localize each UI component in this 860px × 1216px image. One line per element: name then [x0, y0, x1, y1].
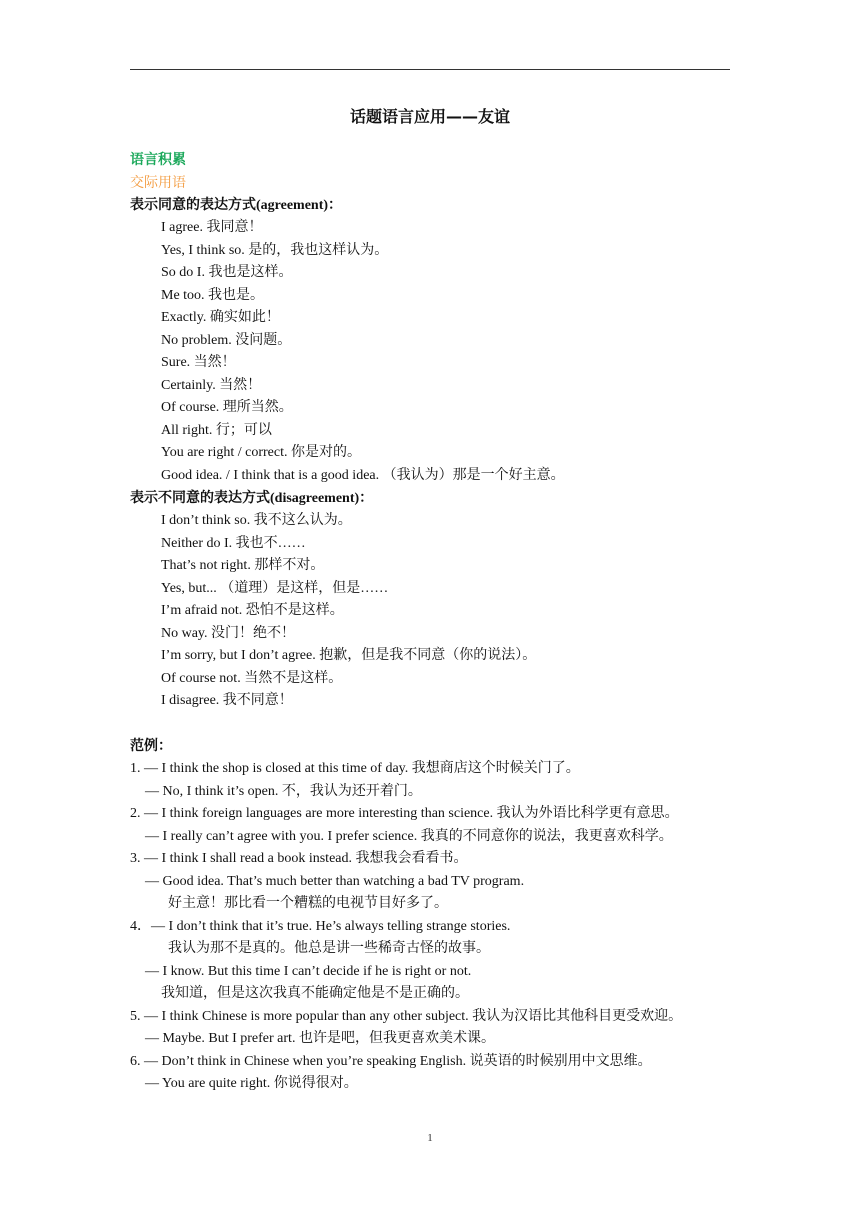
- example-line: 2. — I think foreign languages are more interesting than science. 我认为外语比科学更有意思。: [130, 806, 679, 821]
- example-line: — I know. But this time I can’t decide if he is right or not.: [145, 964, 472, 979]
- page-title: 话题语言应用——友谊: [349, 107, 510, 126]
- agree-item: Exactly. 确实如此！: [161, 310, 280, 325]
- example-line: 1. — I think the shop is closed at this time of day. 我想商店这个时候关门了。: [130, 761, 580, 776]
- disagree-item: I’m afraid not. 恐怕不是这样。: [161, 603, 344, 618]
- agree-item: I agree. 我同意！: [161, 220, 263, 235]
- example-line: — I really can’t agree with you. I prefer science. 我真的不同意你的说法，我更喜欢科学。: [145, 829, 673, 844]
- page-number: 1: [427, 1132, 433, 1144]
- disagree-item: No way. 没门！绝不！: [161, 626, 296, 641]
- disagree-item: That’s not right. 那样不对。: [161, 558, 325, 573]
- example-line: 3. — I think I shall read a book instead. 我想我会看看书。: [130, 851, 468, 866]
- agree-item: Me too. 我也是。: [161, 288, 265, 303]
- agree-item: No problem. 没问题。: [161, 333, 292, 348]
- examples-heading: 范例：: [130, 739, 172, 754]
- agree-item: Certainly. 当然！: [161, 378, 262, 393]
- example-line: — No, I think it’s open. 不，我认为还开着门。: [145, 784, 422, 799]
- agree-item: All right. 行；可以: [161, 423, 272, 438]
- disagree-item: I’m sorry, but I don’t agree. 抱歉，但是我不同意（你的说法）。: [161, 648, 537, 663]
- agree-item: Good idea. / I think that is a good idea. （我认为）那是一个好主意。: [161, 468, 565, 483]
- example-line: — Good idea. That’s much better than watching a bad TV program.: [145, 874, 525, 889]
- agree-item: You are right / correct. 你是对的。: [161, 445, 361, 460]
- example-line: — You are quite right. 你说得很对。: [145, 1076, 358, 1091]
- agree-item: So do I. 我也是这样。: [161, 265, 293, 280]
- agree-item: Of course. 理所当然。: [161, 400, 293, 415]
- agree-heading: 表示同意的表达方式(agreement)：: [130, 198, 343, 213]
- disagree-item: Of course not. 当然不是这样。: [161, 671, 343, 686]
- disagree-item: I disagree. 我不同意！: [161, 693, 293, 708]
- section-heading-communication: 交际用语: [130, 175, 186, 191]
- disagree-heading: 表示不同意的表达方式(disagreement)：: [130, 491, 374, 506]
- example-line: 6. — Don’t think in Chinese when you’re speaking English. 说英语的时候别用中文思维。: [130, 1054, 652, 1069]
- example-line: 4．— I don’t think that it’s true. He’s always telling strange stories.: [130, 919, 511, 934]
- example-line: 好主意！那比看一个糟糕的电视节目好多了。: [168, 896, 448, 911]
- example-line: 5. — I think Chinese is more popular than any other subject. 我认为汉语比其他科目更受欢迎。: [130, 1009, 683, 1024]
- header-rule: [130, 69, 730, 70]
- section-heading-language: 语言积累: [130, 152, 186, 168]
- example-line: — Maybe. But I prefer art. 也许是吧，但我更喜欢美术课。: [145, 1031, 495, 1046]
- agree-item: Yes, I think so. 是的，我也这样认为。: [161, 243, 389, 258]
- example-line: 我认为那不是真的。他总是讲一些稀奇古怪的故事。: [168, 941, 490, 956]
- disagree-item: I don’t think so. 我不这么认为。: [161, 513, 352, 528]
- disagree-item: Neither do I. 我也不……: [161, 536, 306, 551]
- agree-item: Sure. 当然！: [161, 355, 236, 370]
- example-line: 我知道，但是这次我真不能确定他是不是正确的。: [161, 986, 469, 1001]
- disagree-item: Yes, but... （道理）是这样，但是……: [161, 581, 389, 596]
